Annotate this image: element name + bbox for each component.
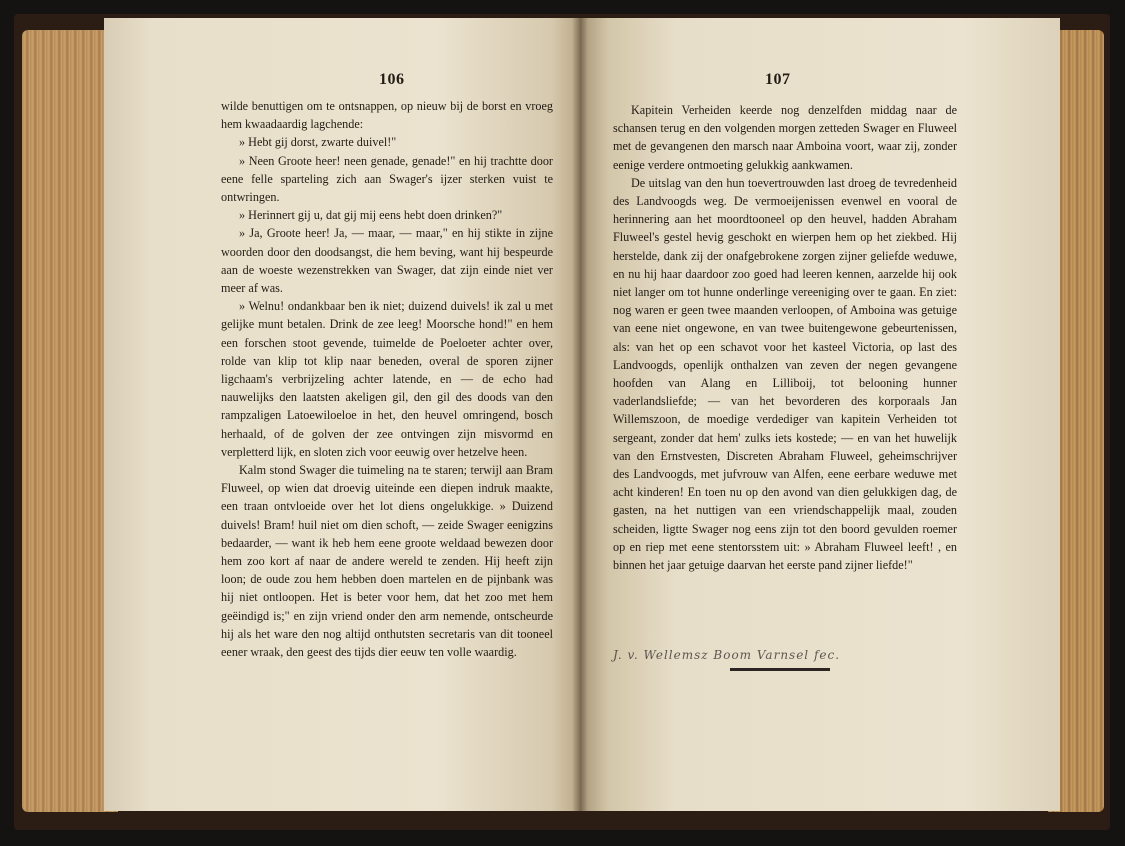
paragraph: Kalm stond Swager die tuimeling na te staren; terwijl aan Bram Fluweel, op wien dat droevig uiteinde een diepen indruk maakte, een traan ontvloeide over het lot diens ongelukkige. » Duizend duivels! Bram! huil niet om dien schoft, — zeide Swager eenigzins bedaarder, — want ik heb hem eene groote weldaad bewezen door hem zoo kort af naar de andere wereld te zenden. Hij heeft zijn loon; de oude zou hem hebben doen martelen en de pijnbank was hij niet ontloopen. Het is beter voor hem, dat het zoo met hem geëindigd is;" en zijn vriend onder den arm nemende, ontscheurde hij als het ware den nog altijd onthutsten secretaris van dit tooneel eener wraak, den geest des tijds dier eeuw ten volle waardig.: [221, 463, 553, 660]
book-gutter: [572, 18, 588, 811]
paragraph: Kapitein Verheiden keerde nog denzelfden middag naar de schansen terug en den volgenden morgen zetteden Swager en Fluweel met de gevangenen den marsch naar Amboina voort, waar zij, zonder eenige verdere ontmoeting gelukkig aankwamen.: [613, 103, 957, 172]
handwritten-note: J. v. Wellemsz Boom Varnsel fec.: [613, 648, 841, 662]
paragraph: » Ja, Groote heer! Ja, — maar, — maar," en hij stikte in zijne woorden door den doodsangst, die hem beving, want hij bespeurde aan de woeste wezenstrekken van Swager, dat zijn einde niet ver meer af was.: [221, 226, 553, 296]
paragraph: » Hebt gij dorst, zwarte duivel!": [239, 135, 397, 150]
page-number-right: 107: [765, 71, 791, 88]
paragraph: » Neen Groote heer! neen genade, genade!" en hij trachtte door eene felle sparteling zich aan Swager's ijzer sterken vuist te ontwringen.: [221, 153, 553, 205]
paragraph: » Herinnert gij u, dat gij mij eens hebt doen drinken?": [239, 208, 503, 223]
left-page-text: [221, 97, 553, 661]
paragraph: » Welnu! ondankbaar ben ik niet; duizend duivels! ik zal u met gelijke munt betalen. Drink de zee leeg! Moorsche hond!" en hem een forschen stoot gevende, tuimelde de Poeloeter achter over, rolde van klip tot klip naar beneden, overal de sporen zijner ligchaam's verbrijzeling achter latende, en — de echo had nauwelijks den laatsten akeligen gil, den gil des doods van den rampzaligen Latoewiloeloe in het, den heuvel omringend, bosch herhaald, of de golven der zee ontvingen zijn misvormd en verpletterd lijk, en sloten zich voor eeuwig over hetzelve heen.: [221, 299, 553, 459]
handwritten-underline: [730, 668, 830, 671]
paragraph: wilde benuttigen om te ontsnappen, op nieuw bij de borst en vroeg hem kwaadaardig lagchende:: [221, 99, 553, 132]
page-number-left: 106: [379, 71, 405, 88]
left-page: [104, 18, 580, 811]
right-page: [580, 18, 1060, 811]
right-page-text: [613, 101, 957, 574]
paragraph: De uitslag van den hun toevertrouwden last droeg de tevredenheid des Landvoogds weg. De vermoeijenissen evenwel en vooral de herinnering aan het moordtooneel op den heuvel, hadden Abraham Fluweel's gestel hevig geschokt en wierpen hem op het ziekbed. Hij herstelde, dank zij der onafgebrokene zorgen zijner geliefde weduwe, en nu hij haar daardoor zoo goed had leeren kennen, aarzelde hij ook niet langer om tot hunne onderlinge vereeniging over te gaan. En ziet: nog waren er geen twee maanden verloopen, of Amboina was getuige van eene niet ongewone, en van twee buitengewone gebeurtenissen, als: van het op een schavot voor het kasteel Victoria, op last des Landvoogds, openlijk onthalzen van zeven der negen gevangene hoofden van Alang en Lilliboij, tot belooning hunner vaderlandsliefde; — van het bevorderen des korporaals Jan Willemszoon, de moedige verdediger van kapitein Verheiden tot sergeant, zonder dat hem' zulks iets kostede; — en van het huwelijk van den Ernstvesten, Discreten Abraham Fluweel, geheimschrijver des Landvoogds, met jufvrouw van Alfen, eene eerbare weduwe met acht kinderen! En toen nu op den avond van dien gelukkigen dag, de gasten, na het nuttigen van een vriendschappelijk maal, zouden scheiden, ligtte Swager nog eens zijn tot den boord gevulden roemer op en riep met eene stentorsstem uit: » Abraham Fluweel leeft! , en binnen het jaar getuige daarvan het eerste pand zijner liefde!": [613, 175, 957, 573]
